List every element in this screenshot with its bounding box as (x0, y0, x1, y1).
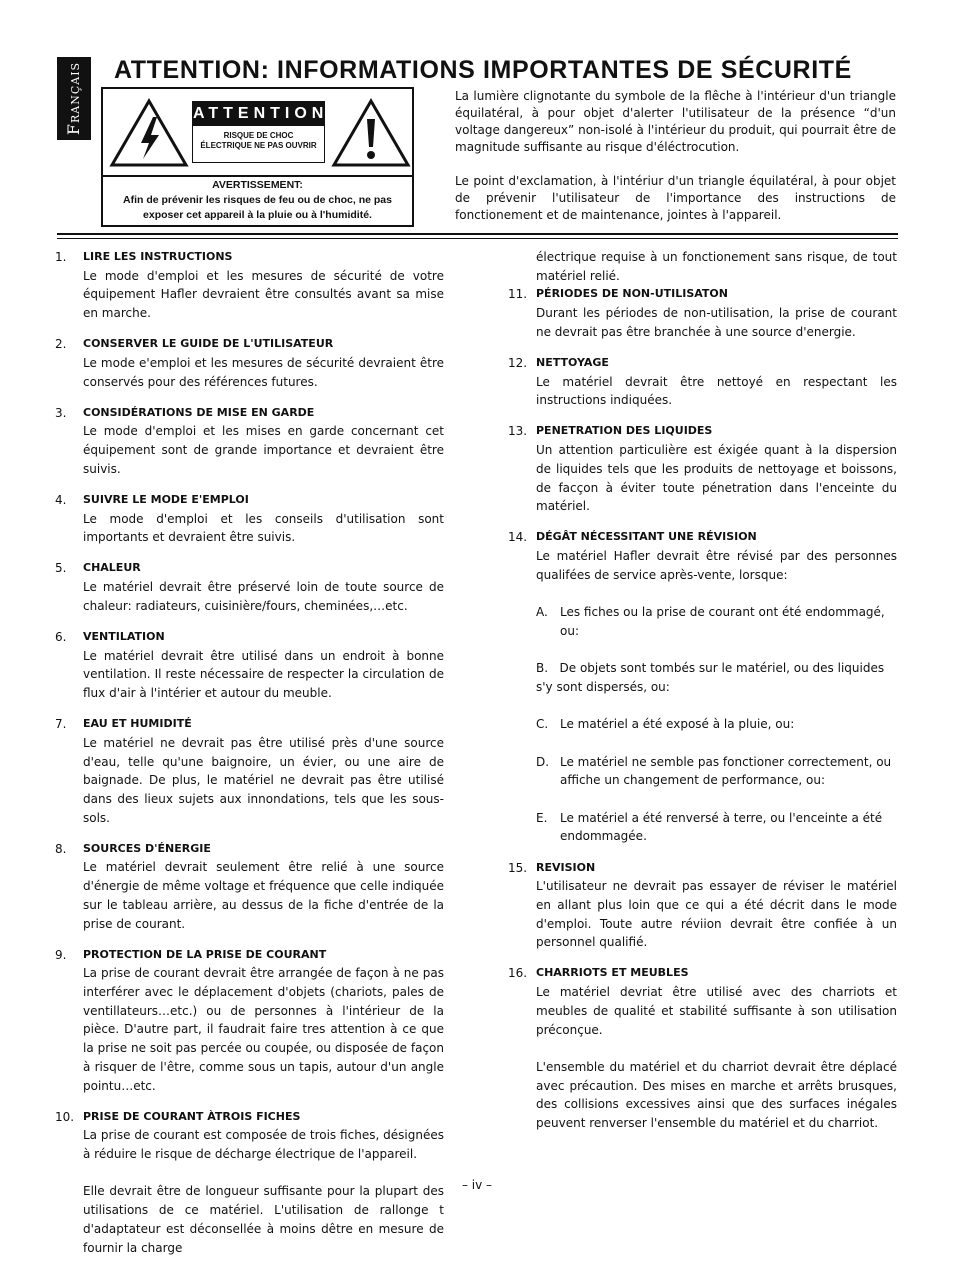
shock-risk-line-2: ÉLECTRIQUE NE PAS OUVRIR (200, 141, 317, 150)
shock-risk-line-1: RISQUE DE CHOC (223, 131, 294, 140)
list-item (508, 422, 897, 516)
sub-item-letter: D. (536, 754, 550, 769)
item-text: Le matériel Hafler devrait être révisé par des personnes qualifées de service après-vente, lorsque: (536, 549, 897, 582)
sub-item-letter: A. (536, 605, 548, 620)
sub-item-letter: E. (536, 810, 548, 825)
item-number: 14. (508, 530, 528, 545)
sub-item (536, 809, 897, 846)
item-heading: CONSIDÉRATIONS DE MISE EN GARDE (83, 405, 315, 419)
item-number: 2. (55, 337, 67, 352)
sub-item-text: Le matériel a été exposé à la pluie, ou: (560, 717, 795, 732)
item-heading: NETTOYAGE (536, 355, 609, 369)
item-text: électrique requise à un fonctionement sans risque, de tout matériel relié. (536, 250, 897, 283)
list-item (508, 528, 897, 846)
item-number: 3. (55, 405, 67, 420)
item-text: Durant les périodes de non-utilisation, la prise de courant ne devrait pas être branchée à une source d'energie. (536, 306, 897, 339)
list-item (55, 491, 444, 547)
attention-panel (192, 101, 329, 163)
item-heading: PÉRIODES DE NON-UTILISATON (536, 287, 728, 301)
divider-thin (57, 238, 898, 239)
right-column (508, 248, 897, 1145)
item-heading: REVISION (536, 860, 596, 874)
list-item (55, 946, 444, 1096)
language-tab-label: Français (64, 61, 84, 136)
warning-label-top (103, 89, 412, 177)
sub-item-text: De objets sont tombés sur le matériel, ou des liquides s'y sont dispersés, ou: (536, 661, 885, 694)
item-number: 12. (508, 355, 528, 370)
sub-item-text: Les fiches ou la prise de courant ont été endommagé, ou: (560, 605, 885, 638)
item-number: 15. (508, 860, 528, 875)
left-column (55, 248, 444, 1270)
item-heading: PENETRATION DES LIQUIDES (536, 424, 713, 438)
sub-item-letter: B. (536, 661, 549, 676)
item-text: Le mode e'emploi et les mesures de sécurité devraient être conservés pour des références futures. (83, 355, 444, 389)
item-heading: SOURCES D'ÉNERGIE (83, 841, 211, 855)
item-heading: CHALEUR (83, 561, 141, 575)
item-text: Le matériel devrait être nettoyé en respectant les instructions indiquées. (536, 374, 897, 408)
item-text: Le matériel devrait seulement être relié à une source d'énergie de même voltage et fréquence que celle indiquée sur le tableau arrière, au dessus de la fiche d'entrée de la prise de courant. (83, 860, 444, 931)
item-text: Le mode d'emploi et les mises en garde concernant cet équipement sont de grande importance et devraient être suivis. (83, 424, 444, 476)
item-text: Un attention particulière est éxigée quant à la dispersion de liquides tels que les produits de nettoyage et boissons, de facçon à éviter toute pénetration dans l'enceinte du matériel. (536, 443, 897, 514)
list-item (55, 248, 444, 323)
sub-item-text: Le matériel ne semble pas fonctioner correctement, ou affiche un changement de performance, ou: (560, 754, 892, 788)
item-number: 11. (508, 287, 528, 302)
item-number: 8. (55, 841, 67, 856)
sub-item-letter: C. (536, 717, 549, 732)
list-item (55, 404, 444, 479)
list-item (55, 559, 444, 615)
item-number: 7. (55, 717, 67, 732)
item-text: L'ensemble du matériel et du charriot devrait être déplacé avec précaution. Des mises en marche et arrêts brusques, des collisions excessives ainsi que des surfaces inégales peuvent renverser l'ensemble du matériel et du charriot. (536, 1059, 897, 1131)
sub-item-text: Le matériel a été renversé à terre, ou l'enceinte a été endommagée. (560, 810, 883, 844)
list-item (55, 628, 444, 703)
sub-item (536, 753, 897, 790)
page-title: ATTENTION: INFORMATIONS IMPORTANTES DE SÉCURITÉ (114, 56, 852, 84)
item-heading: DÉGÂT NÉCESSITANT UNE RÉVISION (536, 530, 757, 544)
item-number: 16. (508, 966, 528, 981)
item-heading: PRISE DE COURANT ÀTROIS FICHES (83, 1109, 301, 1123)
item-heading: PROTECTION DE LA PRISE DE COURANT (83, 947, 327, 961)
list-item (55, 840, 444, 934)
avertissement-line-2: exposer cet appareil à la pluie ou à l'humidité. (143, 209, 372, 221)
list-item (508, 859, 897, 953)
item-heading: CONSERVER LE GUIDE DE L'UTILISATEUR (83, 337, 334, 351)
item-text: Le mode d'emploi et les mesures de sécurité de votre équipement Hafler devraient être consultés avant sa mise en marche. (83, 268, 444, 321)
list-item (508, 354, 897, 410)
item-text: La prise de courant devrait être arrangée de façon à ne pas interférer avec le déplacement d'objets (chariots, pales de ventillateurs…etc.) ou de personnes à l'intérieur de la pièce. D'autre part, il faudrait faire tres attention à ce que la prise ne soit pas percée ou coupée, ou disposée de façon à risquer de l'être, comme sous un tapis, autour d'un angle pointu…etc. (83, 966, 444, 1093)
item-heading: SUIVRE LE MODE E'EMPLOI (83, 492, 249, 506)
item-number: 4. (55, 492, 67, 507)
item-heading: EAU ET HUMIDITÉ (83, 717, 192, 731)
exclamation-warning-icon (331, 97, 411, 169)
lightning-warning-icon (109, 97, 189, 169)
sub-item (536, 659, 897, 696)
item-heading: LIRE LES INSTRUCTIONS (83, 250, 233, 263)
shock-risk-text (193, 131, 324, 151)
avertissement-text (103, 177, 412, 225)
item-number: 6. (55, 629, 67, 644)
intro-paragraph-2: Le point d'exclamation, à l'intériur d'un triangle équilatéral, à pour objet de prévenir l'utilisateur de l'importance des instructions de fonctionement et de maintenance, jointes à l'appareil. (455, 174, 896, 222)
item-number: 10. (55, 1109, 75, 1124)
avertissement-title: AVERTISSEMENT: (212, 179, 303, 191)
intro-text (455, 88, 896, 241)
item-text: La prise de courant est composée de trois fiches, désignées à réduire le risque de décharge électrique de l'appareil. (83, 1128, 444, 1162)
item-text: Le matériel devrait être utilisé dans un endroit à bonne ventilation. Il reste nécessaire de respecter la circulation de flux d'air à l'intérier et autour du meuble. (83, 648, 444, 701)
item-text: Le matériel ne devrait pas être utilisé près d'une source d'eau, telle qu'une baignoire, un évier, ou une aire de baignade. De plus, le matériel ne devrait pas être utilisé dans des lieux sujets aux innondations, tels que les sous-sols. (83, 735, 444, 825)
list-item-continuation (508, 248, 897, 285)
item-text: Le mode d'emploi et les conseils d'utilisation sont importants et devraient être suivis. (83, 511, 444, 545)
intro-paragraph-1: La lumière clignotante du symbole de la flêche à l'intérieur d'un triangle équilatéral, à pour objet d'alerter l'utilisateur de la présence “d'un voltage dangereux” non-isolé à l'intérieur du produit, qui pourrait être de magnitude suffisante au risque d'éléctrocution. (455, 89, 896, 154)
item-number: 13. (508, 424, 528, 439)
attention-heading: ATTENTION (193, 102, 324, 126)
language-tab (57, 57, 91, 140)
item-text: L'utilisateur ne devrait pas essayer de réviser le matériel en allant plus loin que ce qui a été décrit dans le mode d'emploi. Toute autre réviion devrait être confiée à un personnel qualifié. (536, 879, 897, 950)
list-item (508, 285, 897, 341)
list-item (55, 335, 444, 391)
item-text: Elle devrait être de longueur suffisante pour la plupart des utilisations de ce matériel. L'utilisation de rallonge t d'adaptateur est déconsellée à moins dêtre en mesure de fournir la charge (83, 1184, 444, 1255)
sub-item (536, 715, 897, 734)
item-heading: CHARRIOTS ET MEUBLES (536, 966, 689, 980)
list-item (55, 715, 444, 827)
item-text: Le matériel devriat être utilisé avec des charriots et meubles de qualité et stabilité suffisante à son utilisation préconçue. (536, 985, 897, 1037)
avertissement-line-1: Afin de prévenir les risques de feu ou de choc, ne pas (123, 194, 392, 206)
item-heading: VENTILATION (83, 629, 165, 643)
page-number: – iv – (461, 1178, 493, 1192)
divider-thick (57, 233, 898, 235)
list-item (508, 964, 897, 1132)
item-number: 1. (55, 250, 67, 264)
sub-item (536, 603, 897, 640)
item-number: 5. (55, 561, 67, 576)
item-text: Le matériel devrait être préservé loin de toute source de chaleur: radiateurs, cuisinière/fours, cheminées,…etc. (83, 580, 444, 613)
item-number: 9. (55, 947, 67, 962)
warning-label (101, 87, 414, 227)
